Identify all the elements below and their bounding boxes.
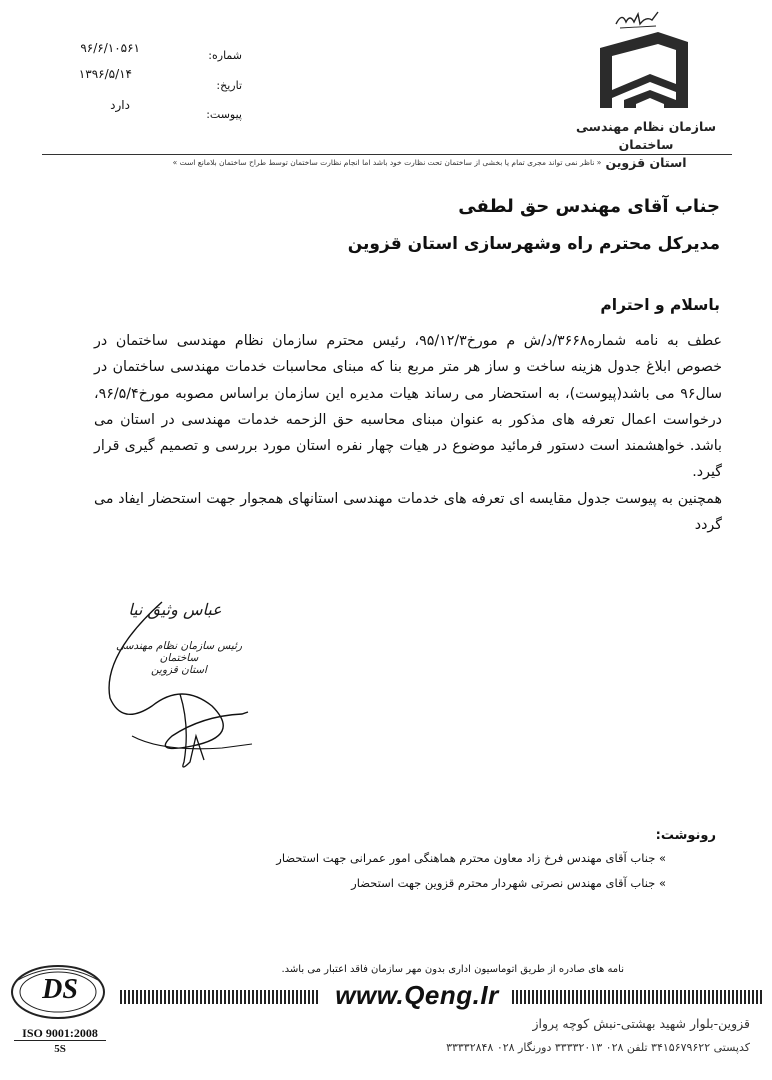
attachment-label: پیوست: <box>206 108 242 121</box>
footer-notice: نامه های صادره از طریق اتوماسیون اداری بدون مهر سازمان فاقد اعتبار می باشد. <box>281 964 624 975</box>
number-label: شماره: <box>208 49 242 62</box>
cc-item: » جناب آقای مهندس فرخ زاد معاون محترم هماهنگی امور عمرانی جهت استحضار <box>276 851 666 865</box>
signatory-title: رئیس سازمان نظام مهندسی ساختمان <box>115 640 243 664</box>
cc-item: » جناب آقای مهندس نصرتی شهردار محترم قزوین جهت استحضار <box>351 876 666 890</box>
organization-logo <box>598 30 690 112</box>
website-url[interactable]: www.Qeng.Ir <box>335 980 499 1010</box>
footer-stripes-left <box>120 990 320 1004</box>
footer-contact: کدپستی ۳۴۱۵۶۷۹۶۲۲ تلفن ۰۲۸ ۳۳۳۳۲۰۱۳ دورنگار ۰۲۸ ۳۳۳۳۲۸۴۸ <box>446 1041 750 1054</box>
bismillah-calligraphy <box>612 6 662 32</box>
certification-letters: DS <box>42 974 78 1005</box>
iso-certification: ISO 9001:2008 <box>22 1026 98 1040</box>
cc-title: رونوشت: <box>655 828 716 843</box>
letter-number: ۹۶/۶/۱۰۵۶۱ <box>80 41 140 55</box>
footer-address: قزوین-بلوار شهید بهشتی-نبش کوچه پرواز <box>532 1016 750 1031</box>
organization-name-line2: استان قزوین <box>605 155 687 170</box>
iso-code: 5S <box>54 1043 66 1055</box>
addressee-name: جناب آقای مهندس حق لطفی <box>458 196 720 217</box>
letter-date: ۱۳۹۶/۵/۱۴ <box>78 67 132 81</box>
signatory-name: عباس وثیق نیا <box>128 600 222 619</box>
body-paragraph-1: عطف به نامه شماره۳۶۶۸/د/ش م مورخ۹۵/۱۲/۳، رئیس محترم سازمان نظام مهندسی ساختمان در خصوص ابلاغ جدول هزینه ساخت و ساز هر متر مربع بنا که مبنای محاسبات خدمات مهندسی ساختمان در سال۹۶ می باشد(پیوست)، به استحضار می رساند هیات مدیره این سازمان براساس مصوبه مورخ۹۶/۵/۴، درخواست اعمال تعرفه های مذکور به عنوان مبنای محاسبه حق الزحمه خدمات مهندسی در استان می باشد. خواهشمند است دستور فرمائید موضوع در هیات چهار نفره استان مورد بررسی و تصمیم گیری قرار گیرد. <box>94 333 722 481</box>
organization-name-line1: سازمان نظام مهندسی ساختمان <box>576 119 716 152</box>
signatory-region: استان قزوین <box>151 664 207 676</box>
date-label: تاریخ: <box>216 79 242 92</box>
addressee-title: مدیرکل محترم راه وشهرسازی استان قزوین <box>347 234 720 254</box>
iso-underline <box>14 1040 106 1041</box>
body-paragraph-2: همچنین به پیوست جدول مقایسه ای تعرفه های خدمات مهندسی استانهای همجوار جهت استحضار ایفاد می گردد <box>94 490 722 534</box>
header-divider <box>42 154 732 155</box>
footer-stripes-right <box>512 990 762 1004</box>
notice-text: « ناظر نمی تواند مجری تمام یا بخشی از ساختمان تحت نظارت خود باشد اما انجام نظارت ساختمان توسط طراح ساختمان بلامانع است » <box>172 158 602 167</box>
attachment-value: دارد <box>110 98 130 112</box>
salutation: باسلام و احترام <box>600 296 720 314</box>
letter-body <box>94 328 722 538</box>
